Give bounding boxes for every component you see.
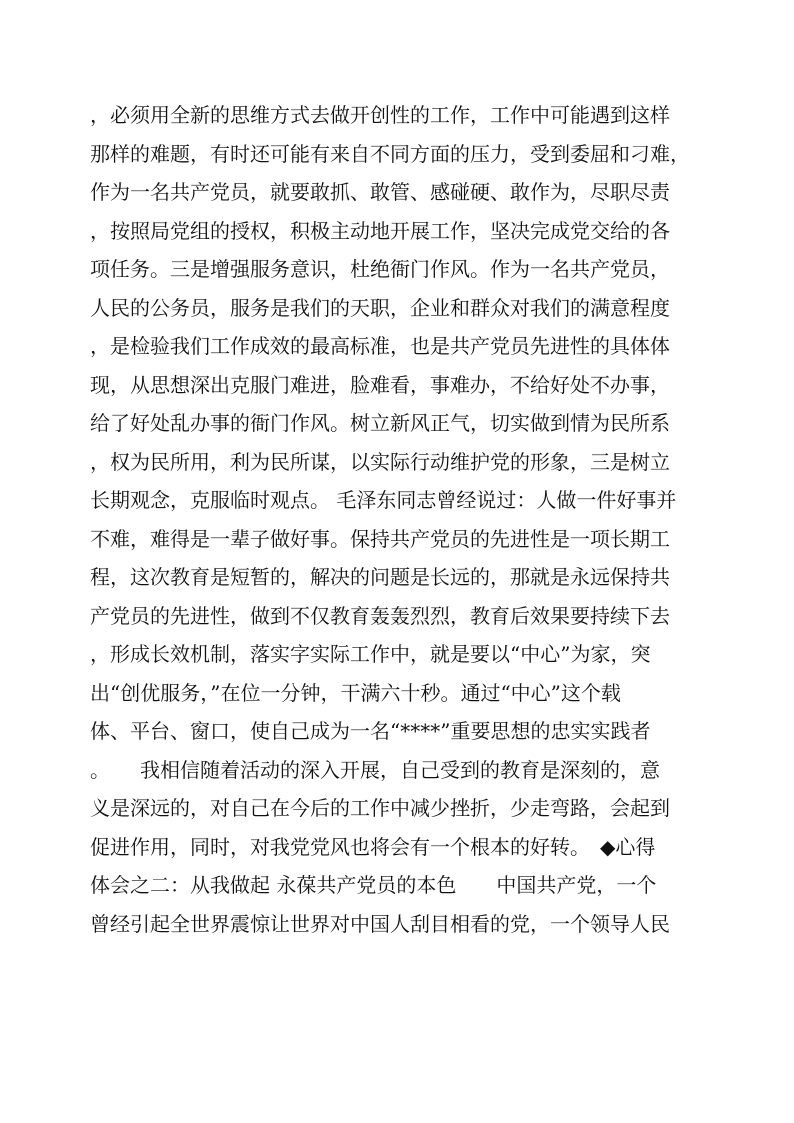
text-line: 促进作用，同时，对我党党风也将会有一个根本的好转。 ◆心得 [90,834,656,859]
text-line: 人民的公务员，服务是我们的天职，企业和群众对我们的满意程度 [90,295,670,320]
text-line: 长期观念，克服临时观点。 毛泽东同志曾经说过：人做一件好事并 [90,488,677,512]
body-text [90,96,710,943]
text-line: ，形成长效机制，落实字实际工作中，就是要以“中心”为家，突 [90,642,651,666]
text-line: ，按照局党组的授权，积极主动地开展工作，坚决完成党交给的各 [90,218,670,243]
text-line: ，是检验我们工作成效的最高标准，也是共产党员先进性的具体体 [90,334,670,358]
text-line: 体会之二：从我做起 永葆共产党员的本色 中国共产党，一个 [90,873,657,897]
text-line: 。 我相信随着活动的深入开展，自己受到的教育是深刻的，意 [90,757,660,782]
text-line: 现，从思想深出克服门难进，脸难看，事难办，不给好处不办事， [90,372,670,397]
text-line: 产党员的先进性，做到不仅教育轰轰烈烈，教育后效果要持续下去 [90,603,670,628]
text-line: ，权为民所用，利为民所谋，以实际行动维护党的形象，三是树立 [90,449,670,474]
text-line: ，必须用全新的思维方式去做开创性的工作，工作中可能遇到这样 [90,103,670,127]
text-line: 项任务。三是增强服务意识，杜绝衙门作风。作为一名共产党员， [90,257,670,281]
text-line: 作为一名共产党员，就要敢抓、敢管、感碰硬、敢作为，尽职尽责 [90,180,670,204]
text-line: 不难，难得是一辈子做好事。保持共产党员的先进性是一项长期工 [90,526,670,551]
text-line: 那样的难题，有时还可能有来自不同方面的压力，受到委屈和刁难， [90,141,690,166]
text-line: 体、平台、窗口，使自己成为一名“****”重要思想的忠实实践者 [90,719,651,743]
text-line: 义是深远的，对自己在今后的工作中减少挫折，少走弯路，会起到 [90,796,670,820]
text-line: 出“创优服务，”在位一分钟，干满六十秒。通过“中心”这个载 [90,680,621,705]
text-line: 给了好处乱办事的衙门作风。树立新风正气，切实做到情为民所系 [90,411,670,435]
text-line: 曾经引起全世界震惊让世界对中国人刮目相看的党，一个领导人民 [90,911,670,936]
text-line: 程，这次教育是短暂的，解决的问题是长远的，那就是永远保持共 [90,565,670,589]
